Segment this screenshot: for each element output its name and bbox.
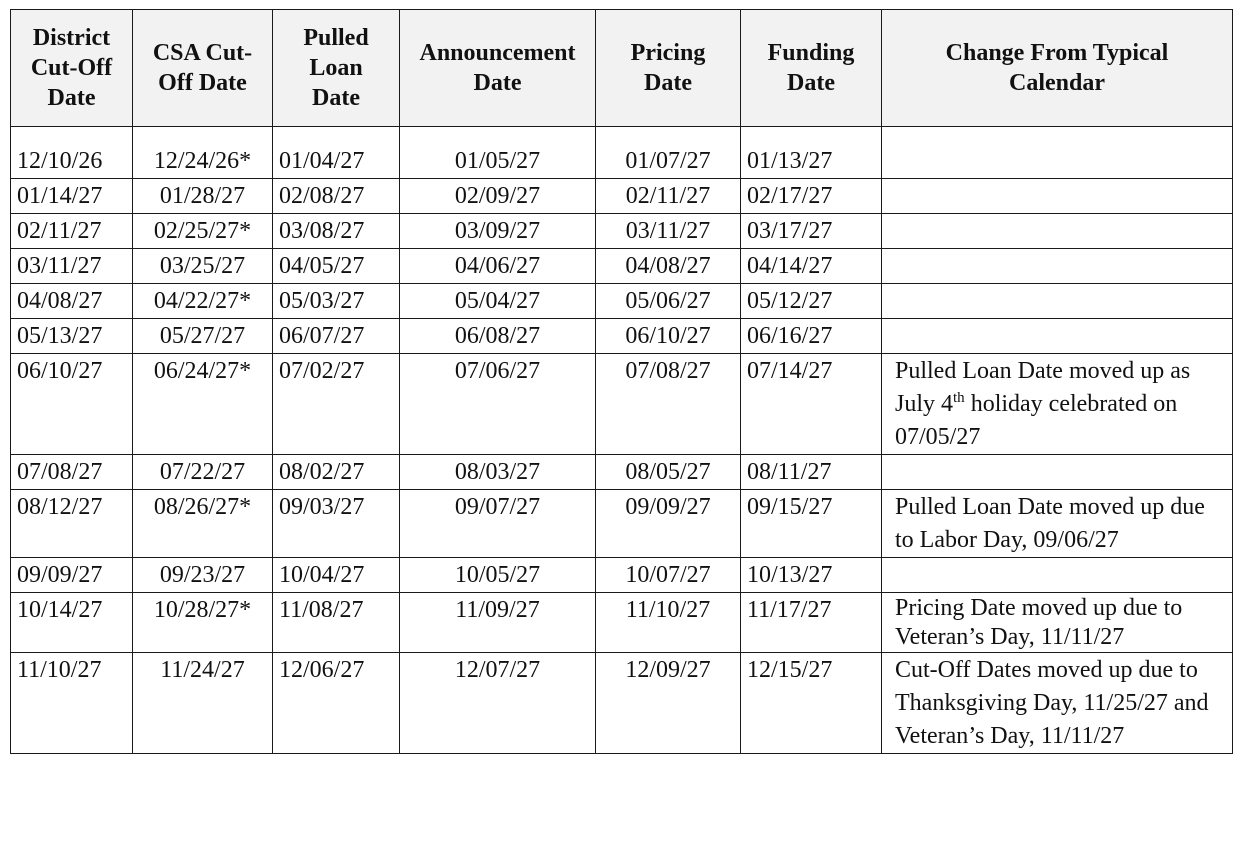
header-text: Date	[47, 85, 96, 111]
funding-cell: 08/11/27	[741, 455, 882, 490]
csa-cutoff-cell: 01/28/27	[133, 179, 273, 214]
district-cutoff-cell: 06/10/27	[11, 354, 133, 455]
pulled-loan-cell: 12/06/27	[273, 653, 400, 754]
announcement-cell: 08/03/27	[400, 455, 596, 490]
header-text: Date	[787, 70, 835, 96]
district-cutoff-cell: 07/08/27	[11, 455, 133, 490]
funding-cell: 04/14/27	[741, 249, 882, 284]
csa-cutoff-cell: 08/26/27*	[133, 490, 273, 558]
table-row	[11, 284, 1233, 319]
funding-cell: 07/14/27	[741, 354, 882, 455]
announcement-cell: 04/06/27	[400, 249, 596, 284]
district-cutoff-cell: 02/11/27	[11, 214, 133, 249]
announcement-cell: 01/05/27	[400, 127, 596, 179]
funding-cell: 03/17/27	[741, 214, 882, 249]
table-row	[11, 593, 1233, 653]
funding-cell: 02/17/27	[741, 179, 882, 214]
announcement-cell: 05/04/27	[400, 284, 596, 319]
csa-cutoff-cell: 05/27/27	[133, 319, 273, 354]
csa-cutoff-cell: 10/28/27*	[133, 593, 273, 653]
pricing-cell: 08/05/27	[596, 455, 741, 490]
csa-cutoff-cell: 03/25/27	[133, 249, 273, 284]
header-text: CSA Cut-	[152, 40, 253, 66]
header-text: Date	[312, 85, 360, 111]
district-cutoff-cell: 10/14/27	[11, 593, 133, 653]
pricing-cell: 01/07/27	[596, 127, 741, 179]
header-pricing-date	[596, 10, 741, 127]
change-note-cell	[882, 127, 1233, 179]
funding-cell: 01/13/27	[741, 127, 882, 179]
header-text: Announcement	[419, 40, 576, 66]
funding-cell: 11/17/27	[741, 593, 882, 653]
pulled-loan-cell: 02/08/27	[273, 179, 400, 214]
announcement-cell: 03/09/27	[400, 214, 596, 249]
announcement-cell: 11/09/27	[400, 593, 596, 653]
change-note-cell: Cut-Off Dates moved up due to Thanksgiving Day, 11/25/27 and Veteran’s Day, 11/11/27	[882, 653, 1233, 754]
table-row	[11, 455, 1233, 490]
change-note-cell	[882, 455, 1233, 490]
pricing-cell: 12/09/27	[596, 653, 741, 754]
district-cutoff-cell: 03/11/27	[11, 249, 133, 284]
header-text: Loan	[309, 55, 363, 81]
table-row	[11, 653, 1233, 754]
table-row	[11, 249, 1233, 284]
pulled-loan-cell: 06/07/27	[273, 319, 400, 354]
funding-cell: 06/16/27	[741, 319, 882, 354]
pricing-cell: 02/11/27	[596, 179, 741, 214]
header-funding-date	[741, 10, 882, 127]
pricing-cell: 10/07/27	[596, 558, 741, 593]
csa-cutoff-cell: 09/23/27	[133, 558, 273, 593]
header-text: Change From Typical	[945, 40, 1169, 66]
pulled-loan-cell: 09/03/27	[273, 490, 400, 558]
header-text: Cut-Off	[30, 55, 113, 81]
district-cutoff-cell: 11/10/27	[11, 653, 133, 754]
pulled-loan-cell: 08/02/27	[273, 455, 400, 490]
change-note-cell	[882, 214, 1233, 249]
funding-cell: 10/13/27	[741, 558, 882, 593]
header-announcement-date	[400, 10, 596, 127]
pulled-loan-cell: 07/02/27	[273, 354, 400, 455]
announcement-cell: 02/09/27	[400, 179, 596, 214]
change-note-cell	[882, 249, 1233, 284]
funding-cell: 12/15/27	[741, 653, 882, 754]
csa-cutoff-cell: 06/24/27*	[133, 354, 273, 455]
change-note-cell	[882, 354, 1233, 455]
pulled-loan-cell: 01/04/27	[273, 127, 400, 179]
change-note-cell	[882, 284, 1233, 319]
table-row	[11, 214, 1233, 249]
pulled-loan-cell: 04/05/27	[273, 249, 400, 284]
change-note-cell: Pulled Loan Date moved up due to Labor Day, 09/06/27	[882, 490, 1233, 558]
header-pulled-loan-date	[273, 10, 400, 127]
table-row	[11, 127, 1233, 179]
header-text: Funding	[767, 40, 855, 66]
note-text: Pulled Loan Date moved up as July 4	[895, 358, 1191, 417]
table-row	[11, 179, 1233, 214]
change-note-cell	[882, 319, 1233, 354]
pulled-loan-cell: 03/08/27	[273, 214, 400, 249]
header-text: Calendar	[1009, 70, 1105, 96]
table-row	[11, 490, 1233, 558]
note-superscript: th	[953, 390, 965, 406]
district-cutoff-cell: 08/12/27	[11, 490, 133, 558]
csa-cutoff-cell: 04/22/27*	[133, 284, 273, 319]
header-district-cutoff-date	[11, 10, 133, 127]
header-change-from-typical-calendar	[882, 10, 1233, 127]
change-note-cell: Pricing Date moved up due to Veteran’s Day, 11/11/27	[882, 593, 1233, 653]
announcement-cell: 06/08/27	[400, 319, 596, 354]
header-text: Date	[644, 70, 692, 96]
announcement-cell: 07/06/27	[400, 354, 596, 455]
funding-cell: 05/12/27	[741, 284, 882, 319]
pricing-cell: 03/11/27	[596, 214, 741, 249]
announcement-cell: 12/07/27	[400, 653, 596, 754]
csa-cutoff-cell: 12/24/26*	[133, 127, 273, 179]
header-text: District	[32, 25, 111, 51]
funding-cell: 09/15/27	[741, 490, 882, 558]
pulled-loan-cell: 05/03/27	[273, 284, 400, 319]
pricing-cell: 07/08/27	[596, 354, 741, 455]
announcement-cell: 10/05/27	[400, 558, 596, 593]
district-cutoff-cell: 12/10/26	[11, 127, 133, 179]
pricing-cell: 05/06/27	[596, 284, 741, 319]
header-text: Pricing	[630, 40, 706, 66]
csa-cutoff-cell: 07/22/27	[133, 455, 273, 490]
pricing-cell: 09/09/27	[596, 490, 741, 558]
table-row	[11, 319, 1233, 354]
pricing-cell: 06/10/27	[596, 319, 741, 354]
header-text: Off Date	[158, 70, 247, 96]
district-cutoff-cell: 05/13/27	[11, 319, 133, 354]
header-text: Date	[473, 70, 522, 96]
header-text: Pulled	[303, 25, 369, 51]
table-row	[11, 558, 1233, 593]
pricing-cell: 04/08/27	[596, 249, 741, 284]
pulled-loan-cell: 10/04/27	[273, 558, 400, 593]
district-cutoff-cell: 04/08/27	[11, 284, 133, 319]
change-note-cell	[882, 179, 1233, 214]
district-cutoff-cell: 01/14/27	[11, 179, 133, 214]
table-row	[11, 354, 1233, 455]
pulled-loan-cell: 11/08/27	[273, 593, 400, 653]
note-text: holiday celebrated on 07/05/27	[895, 391, 1178, 450]
calendar-table	[10, 9, 1233, 754]
announcement-cell: 09/07/27	[400, 490, 596, 558]
pricing-cell: 11/10/27	[596, 593, 741, 653]
header-row	[11, 10, 1233, 127]
csa-cutoff-cell: 11/24/27	[133, 653, 273, 754]
district-cutoff-cell: 09/09/27	[11, 558, 133, 593]
change-note-cell	[882, 558, 1233, 593]
csa-cutoff-cell: 02/25/27*	[133, 214, 273, 249]
header-csa-cutoff-date	[133, 10, 273, 127]
